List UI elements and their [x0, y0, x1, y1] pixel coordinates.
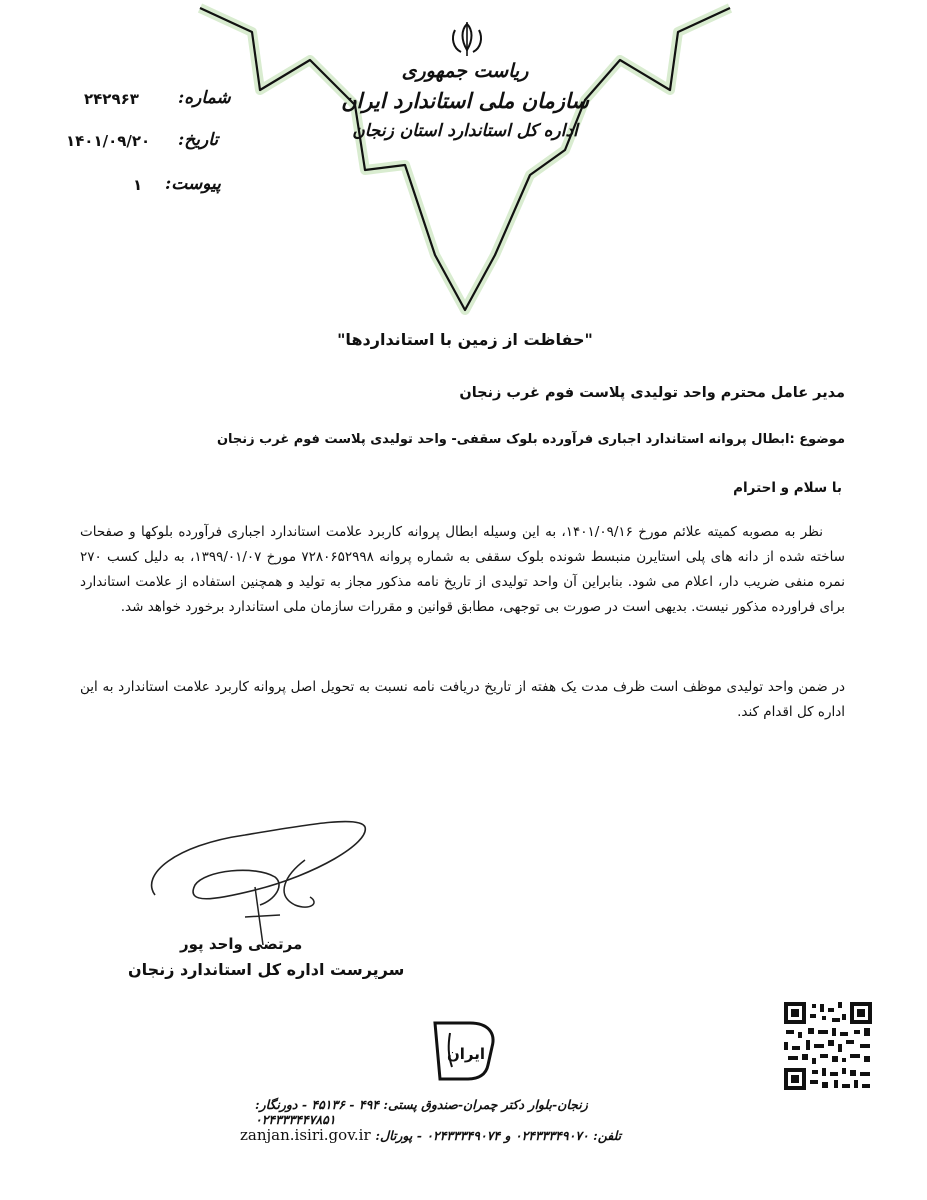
footer-phone: تلفن: ۰۲۴۳۳۳۴۹۰۷۰ و ۰۲۴۳۳۳۴۹۰۷۴ - پورتال:	[375, 1128, 622, 1143]
number-value: ۲۴۲۹۶۳	[84, 90, 139, 108]
qr-code-icon	[782, 1000, 874, 1092]
org-line-national-standards: سازمان ملی استاندارد ایران	[341, 88, 589, 113]
recipient-line: مدیر عامل محترم واحد تولیدی پلاست فوم غرب زنجان	[459, 385, 845, 401]
org-line-zanjan-office: اداره کل استاندارد استان زنجان	[352, 121, 578, 141]
body-paragraph-1: نظر به مصوبه کمیته علائم مورخ ۱۴۰۱/۰۹/۱۶، به این وسیله ابطال پروانه کاربرد علامت استاندارد اجباری فرآورده بلوکها و صفحات ساخته شده از دانه های پلی استایرن منبسط شونده بلوک سقفی به شماره پروانه ۷۲۸۰۶۵۲۹۹۸ مورخ ۱۳۹۹/۰۱/۰۷، به دلیل کسب ۲۷۰ نمره منفی ضریب دار، اعلام می شود. بنابراین آن واحد تولیدی از تاریخ نامه مذکور مجاز به تولید و همچنین استفاده از علامت استاندارد برای فراورده مذکور نیست. بدیهی است در صورت بی توجهی، مطابق قوانین و مقررات سازمان ملی استاندارد برخورد خواهد شد.	[80, 524, 845, 615]
footer-website[interactable]: zanjan.isiri.gov.ir	[240, 1126, 371, 1144]
greeting: با سلام و احترام	[733, 480, 842, 496]
letterhead-org-block	[330, 18, 600, 141]
attachment-label: پیوست:	[165, 174, 221, 194]
footer-address: زنجان-بلوار دکتر چمران-صندوق پستی: ۴۹۴ - ۴۵۱۳۶ - دورنگار: ۰۲۴۳۳۳۴۴۷۸۵۱	[255, 1097, 588, 1127]
date-value: ۱۴۰۱/۰۹/۲۰	[66, 132, 151, 150]
isiri-logo-text: ایران	[446, 1045, 486, 1063]
body-paragraph-2: در ضمن واحد تولیدی موظف است ظرف مدت یک هفته از تاریخ دریافت نامه نسبت به تحویل اصل پروانه کاربرد علامت استاندارد به این اداره کل اقدام کند.	[80, 679, 845, 720]
subject-line: موضوع :ابطال پروانه استاندارد اجباری فرآورده بلوک سقفی- واحد تولیدی پلاست فوم غرب زنجان	[216, 432, 845, 447]
attachment-value: ۱	[133, 176, 143, 194]
footer-contact-line	[240, 1126, 660, 1144]
handwritten-signature	[135, 805, 375, 945]
signer-name: مرتضی واحد پور	[180, 935, 303, 953]
motto: "حفاظت از زمین با استانداردها"	[337, 330, 593, 349]
number-label: شماره:	[178, 88, 231, 108]
signer-title: سرپرست اداره کل استاندارد زنجان	[128, 960, 405, 979]
isiri-standard-logo	[430, 1015, 500, 1085]
org-line-presidency: ریاست جمهوری	[401, 60, 529, 82]
date-label: تاریخ:	[178, 130, 219, 150]
